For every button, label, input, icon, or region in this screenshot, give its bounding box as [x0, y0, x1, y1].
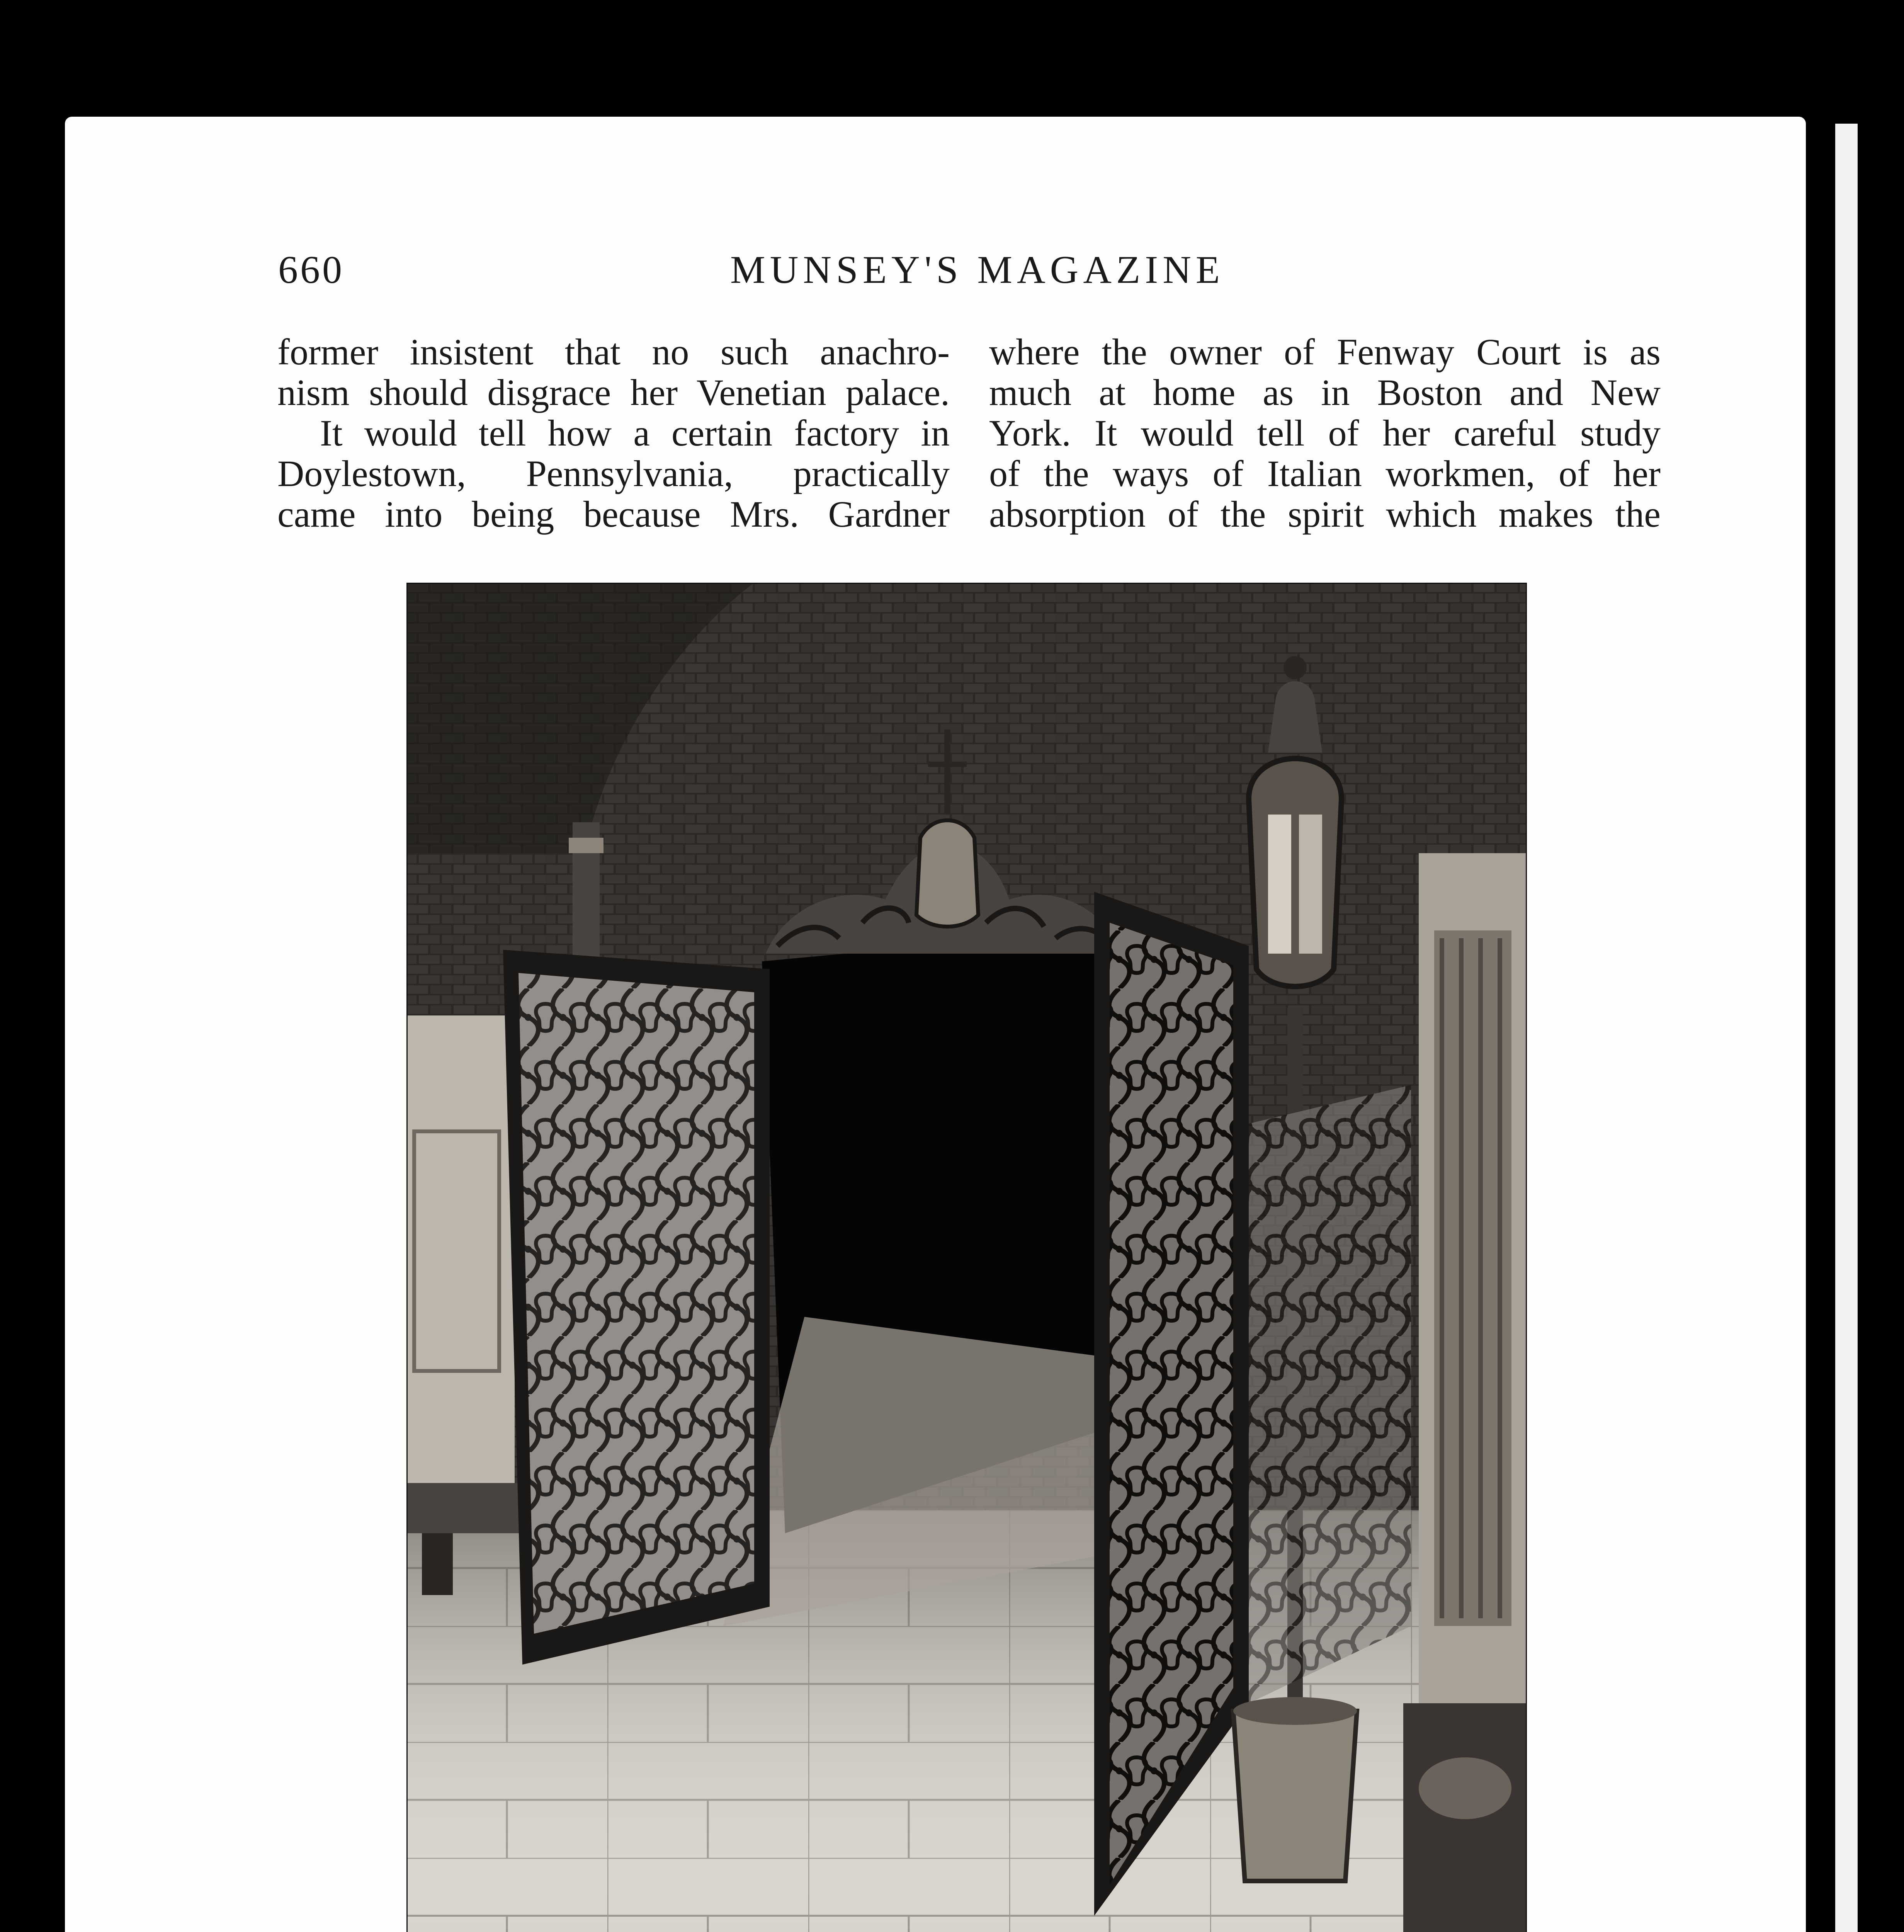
top-left-column [277, 332, 950, 534]
facing-page-edge [1835, 124, 1858, 1932]
text-line: former insistent that no such anachro- [277, 331, 950, 372]
text-line: much at home as in Boston and New [989, 372, 1661, 413]
running-title: MUNSEY'S MAGAZINE [730, 248, 1225, 292]
text-line: Doylestown, Pennsylvania, practically [277, 453, 950, 494]
text-line: York. It would tell of her careful study [989, 412, 1661, 454]
text-line: where the owner of Fenway Court is as [989, 331, 1661, 372]
photograph-wrought-iron-gates [406, 583, 1527, 1932]
text-line: It would tell how a certain factory in [320, 412, 950, 454]
top-right-column [989, 332, 1661, 534]
text-line: absorption of the spirit which makes the [989, 493, 1661, 535]
text-line: nism should disgrace her Venetian palace. [277, 372, 950, 413]
text-line: of the ways of Italian workmen, of her [989, 453, 1661, 494]
text-line: came into being because Mrs. Gardner [277, 493, 950, 535]
page-number: 660 [278, 248, 344, 292]
